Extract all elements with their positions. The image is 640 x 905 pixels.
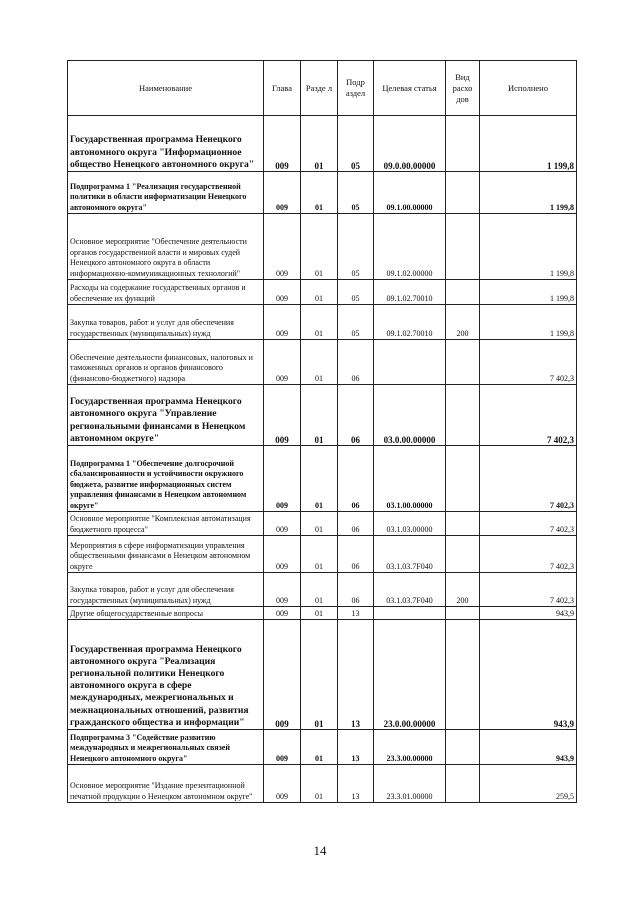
row-vid — [446, 512, 480, 536]
row-name: Закупка товаров, работ и услуг для обеспечения государственных (муниципальных) нужд — [68, 305, 264, 340]
row-vid — [446, 730, 480, 765]
row-csr: 03.0.00.00000 — [374, 385, 446, 446]
row-glava: 009 — [264, 280, 301, 305]
header-name: Наименование — [68, 61, 264, 116]
header-vid: Вид расхо дов — [446, 61, 480, 116]
row-razdel: 01 — [301, 730, 338, 765]
row-podrazdel: 13 — [338, 607, 374, 620]
row-name: Обеспечение деятельности финансовых, налоговых и таможенных органов и органов финансового (финансово-бюджетного) надзора — [68, 340, 264, 385]
table-row — [68, 765, 577, 803]
header-glava: Глава — [264, 61, 301, 116]
row-razdel: 01 — [301, 340, 338, 385]
row-glava: 009 — [264, 730, 301, 765]
row-csr: 03.1.03.7F040 — [374, 536, 446, 573]
row-csr — [374, 340, 446, 385]
row-csr: 09.1.02.70010 — [374, 305, 446, 340]
row-vid — [446, 620, 480, 730]
row-glava: 009 — [264, 116, 301, 172]
row-razdel: 01 — [301, 446, 338, 512]
row-name: Основное мероприятие "Обеспечение деятельности органов государственной власти и мировых судей Ненецкого автономного округа в области информационно-коммуникационных технологий" — [68, 214, 264, 280]
row-sum: 1 199,8 — [480, 280, 577, 305]
row-vid — [446, 536, 480, 573]
row-sum: 943,9 — [480, 730, 577, 765]
table-row — [68, 607, 577, 620]
row-name: Подпрограмма 1 "Обеспечение долгосрочной сбалансированности и устойчивости окружного бюджета, развитие информационных систем управления финансами в Ненецком автономном округе" — [68, 446, 264, 512]
row-vid — [446, 446, 480, 512]
row-vid — [446, 116, 480, 172]
table-row — [68, 536, 577, 573]
table-row — [68, 305, 577, 340]
row-podrazdel: 05 — [338, 116, 374, 172]
row-podrazdel: 06 — [338, 512, 374, 536]
header-razdel: Разде л — [301, 61, 338, 116]
row-razdel: 01 — [301, 385, 338, 446]
row-csr: 09.1.02.70010 — [374, 280, 446, 305]
table-row — [68, 116, 577, 172]
table-row — [68, 730, 577, 765]
table-row — [68, 280, 577, 305]
row-sum: 7 402,3 — [480, 385, 577, 446]
row-razdel: 01 — [301, 512, 338, 536]
row-glava: 009 — [264, 607, 301, 620]
row-podrazdel: 06 — [338, 340, 374, 385]
row-podrazdel: 05 — [338, 214, 374, 280]
row-name: Закупка товаров, работ и услуг для обеспечения государственных (муниципальных) нужд — [68, 573, 264, 607]
table-row — [68, 446, 577, 512]
row-podrazdel: 05 — [338, 172, 374, 214]
row-podrazdel: 06 — [338, 573, 374, 607]
header-podrazdel: Подр аздел — [338, 61, 374, 116]
row-name: Расходы на содержание государственных органов и обеспечение их функций — [68, 280, 264, 305]
row-csr: 09.1.00.00000 — [374, 172, 446, 214]
row-vid — [446, 280, 480, 305]
header-ispolneno: Исполнено — [480, 61, 577, 116]
table-row — [68, 385, 577, 446]
row-sum: 1 199,8 — [480, 116, 577, 172]
row-name: Государственная программа Ненецкого автономного округа "Реализация региональной политики Ненецкого автономного округа в сфере международных, межрегиональных и межнациональных отношений, развития гражданского общества и информации" — [68, 620, 264, 730]
row-glava: 009 — [264, 620, 301, 730]
row-glava: 009 — [264, 512, 301, 536]
row-podrazdel: 13 — [338, 730, 374, 765]
row-sum: 259,5 — [480, 765, 577, 803]
row-csr: 23.0.00.00000 — [374, 620, 446, 730]
row-sum: 943,9 — [480, 607, 577, 620]
row-podrazdel: 05 — [338, 305, 374, 340]
row-sum: 7 402,3 — [480, 512, 577, 536]
row-csr: 03.1.03.7F040 — [374, 573, 446, 607]
row-sum: 943,9 — [480, 620, 577, 730]
row-csr: 03.1.00.00000 — [374, 446, 446, 512]
row-csr: 09.1.02.00000 — [374, 214, 446, 280]
row-csr: 09.0.00.00000 — [374, 116, 446, 172]
row-razdel: 01 — [301, 305, 338, 340]
row-glava: 009 — [264, 573, 301, 607]
row-name: Основное мероприятие "Комплексная автоматизация бюджетного процесса" — [68, 512, 264, 536]
row-glava: 009 — [264, 340, 301, 385]
row-razdel: 01 — [301, 573, 338, 607]
row-name: Другие общегосударственные вопросы — [68, 607, 264, 620]
row-name: Подпрограмма 1 "Реализация государственной политики в области информатизации Ненецкого автономного округа" — [68, 172, 264, 214]
row-csr: 23.3.00.00000 — [374, 730, 446, 765]
row-vid: 200 — [446, 305, 480, 340]
row-name: Государственная программа Ненецкого автономного округа "Информационное общество Ненецкого автономного округа" — [68, 116, 264, 172]
header-csr: Целевая статья — [374, 61, 446, 116]
row-glava: 009 — [264, 172, 301, 214]
table-row — [68, 172, 577, 214]
row-glava: 009 — [264, 765, 301, 803]
row-podrazdel: 06 — [338, 446, 374, 512]
row-csr: 23.3.01.00000 — [374, 765, 446, 803]
row-vid: 200 — [446, 573, 480, 607]
row-razdel: 01 — [301, 280, 338, 305]
row-vid — [446, 214, 480, 280]
table-row — [68, 620, 577, 730]
row-razdel: 01 — [301, 536, 338, 573]
row-name: Мероприятия в сфере информатизации управления общественными финансами в Ненецком автономном округе — [68, 536, 264, 573]
table-row — [68, 214, 577, 280]
row-razdel: 01 — [301, 116, 338, 172]
row-glava: 009 — [264, 446, 301, 512]
table-header-row — [68, 61, 577, 116]
row-podrazdel: 13 — [338, 765, 374, 803]
row-razdel: 01 — [301, 214, 338, 280]
row-sum: 7 402,3 — [480, 446, 577, 512]
row-glava: 009 — [264, 385, 301, 446]
row-sum: 7 402,3 — [480, 536, 577, 573]
row-sum: 7 402,3 — [480, 573, 577, 607]
row-csr — [374, 607, 446, 620]
row-glava: 009 — [264, 305, 301, 340]
row-vid — [446, 607, 480, 620]
row-vid — [446, 765, 480, 803]
row-razdel: 01 — [301, 172, 338, 214]
row-vid — [446, 385, 480, 446]
row-razdel: 01 — [301, 607, 338, 620]
row-vid — [446, 172, 480, 214]
row-name: Государственная программа Ненецкого автономного округа "Управление региональными финансами в Ненецком автономном округе" — [68, 385, 264, 446]
row-sum: 1 199,8 — [480, 214, 577, 280]
row-glava: 009 — [264, 214, 301, 280]
row-name: Основное мероприятие "Издание презентационной печатной продукции о Ненецком автономном округе" — [68, 765, 264, 803]
row-sum: 7 402,3 — [480, 340, 577, 385]
row-podrazdel: 13 — [338, 620, 374, 730]
row-podrazdel: 05 — [338, 280, 374, 305]
row-glava: 009 — [264, 536, 301, 573]
row-podrazdel: 06 — [338, 536, 374, 573]
row-sum: 1 199,8 — [480, 172, 577, 214]
row-vid — [446, 340, 480, 385]
budget-table — [67, 60, 577, 803]
table-row — [68, 512, 577, 536]
row-sum: 1 199,8 — [480, 305, 577, 340]
row-razdel: 01 — [301, 765, 338, 803]
row-razdel: 01 — [301, 620, 338, 730]
row-podrazdel: 06 — [338, 385, 374, 446]
row-name: Подпрограмма 3 "Содействие развитию международных и межрегиональных связей Ненецкого автономного округа" — [68, 730, 264, 765]
row-csr: 03.1.03.00000 — [374, 512, 446, 536]
table-row — [68, 340, 577, 385]
table-row — [68, 573, 577, 607]
page-number: 14 — [313, 843, 327, 858]
